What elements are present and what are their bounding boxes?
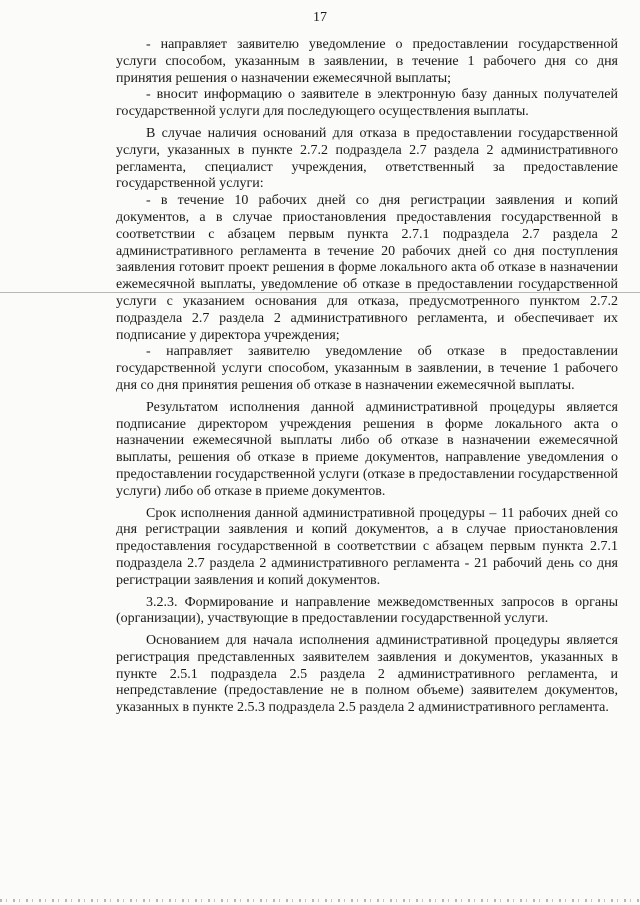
paragraph-section-heading: 3.2.3. Формирование и направление межведомственных запросов в органы (организации), участвующие в предоставлении государственной услуги. bbox=[116, 594, 618, 627]
paragraph-notify-refusal: - направляет заявителю уведомление об отказе в предоставлении государственной услуги способом, указанным в заявлении, в течение 1 рабочего дня со дня принятия решения об отказе в назначении ежемесячной выплаты. bbox=[116, 344, 618, 393]
paragraph-enter-database: - вносит информацию о заявителе в электронную базу данных получателей государственной услуги для последующего осуществления выплаты. bbox=[116, 87, 618, 120]
paragraph-refusal-grounds: В случае наличия оснований для отказа в предоставлении государственной услуги, указанных в пункте 2.7.2 подраздела 2.7 раздела 2 административного регламента, специалист учреждения, ответственный за предоставление государственной услуги: bbox=[116, 125, 618, 192]
paragraph-basis: Основанием для начала исполнения административной процедуры является регистрация представленных заявителем заявления и документов, указанных в пункте 2.5.1 подраздела 2.5 раздела 2 административного регламента, и непредставление (предоставление не в полном объеме) заявителем документов, указанных в пункте 2.5.3 подраздела 2.5 раздела 2 административного регламента. bbox=[116, 633, 618, 716]
paragraph-prepare-refusal: - в течение 10 рабочих дней со дня регистрации заявления и копий документов, а в случае приостановления предоставления государственной в соответствии с абзацем первым пункта 2.7.1 подраздела 2.7 раздела 2 административного регламента в течение 20 рабочих дней со дня поступления заявления готовит проект решения в форме локального акта об отказе в назначении ежемесячной выплаты, уведомление об отказе в предоставлении государственной услуги с указанием основания для отказа, предусмотренного пунктом 2.7.2 подраздела 2.7 раздела 2 административного регламента, и обеспечивает их подписание у директора учреждения; bbox=[116, 193, 618, 343]
page-number: 17 bbox=[313, 10, 327, 25]
paragraph-notify-approval: - направляет заявителю уведомление о предоставлении государственной услуги способом, указанным в заявлении, в течение 1 рабочего дня со дня принятия решения о назначении ежемесячной выплаты; bbox=[116, 37, 618, 86]
scan-artifact-footer bbox=[0, 899, 640, 902]
paragraph-deadline: Срок исполнения данной административной процедуры – 11 рабочих дней со дня регистрации заявления и копий документов, а в случае приостановления предоставления государственной в соответствии с абзацем первым пункта 2.7.1 подраздела 2.7 раздела 2 административного регламента - 21 рабочий день со дня регистрации заявления и копий документов. bbox=[116, 505, 618, 588]
paragraph-result: Результатом исполнения данной административной процедуры является подписание директором учреждения решения в форме локального акта о назначении ежемесячной выплаты либо об отказе в назначении ежемесячной выплаты, решения об отказе в приеме документов, направление уведомления о предоставлении государственной услуги (отказе в предоставлении государственной услуги) либо об отказе в приеме документов. bbox=[116, 399, 618, 499]
document-body bbox=[116, 37, 618, 717]
scan-artifact-line bbox=[0, 292, 640, 293]
